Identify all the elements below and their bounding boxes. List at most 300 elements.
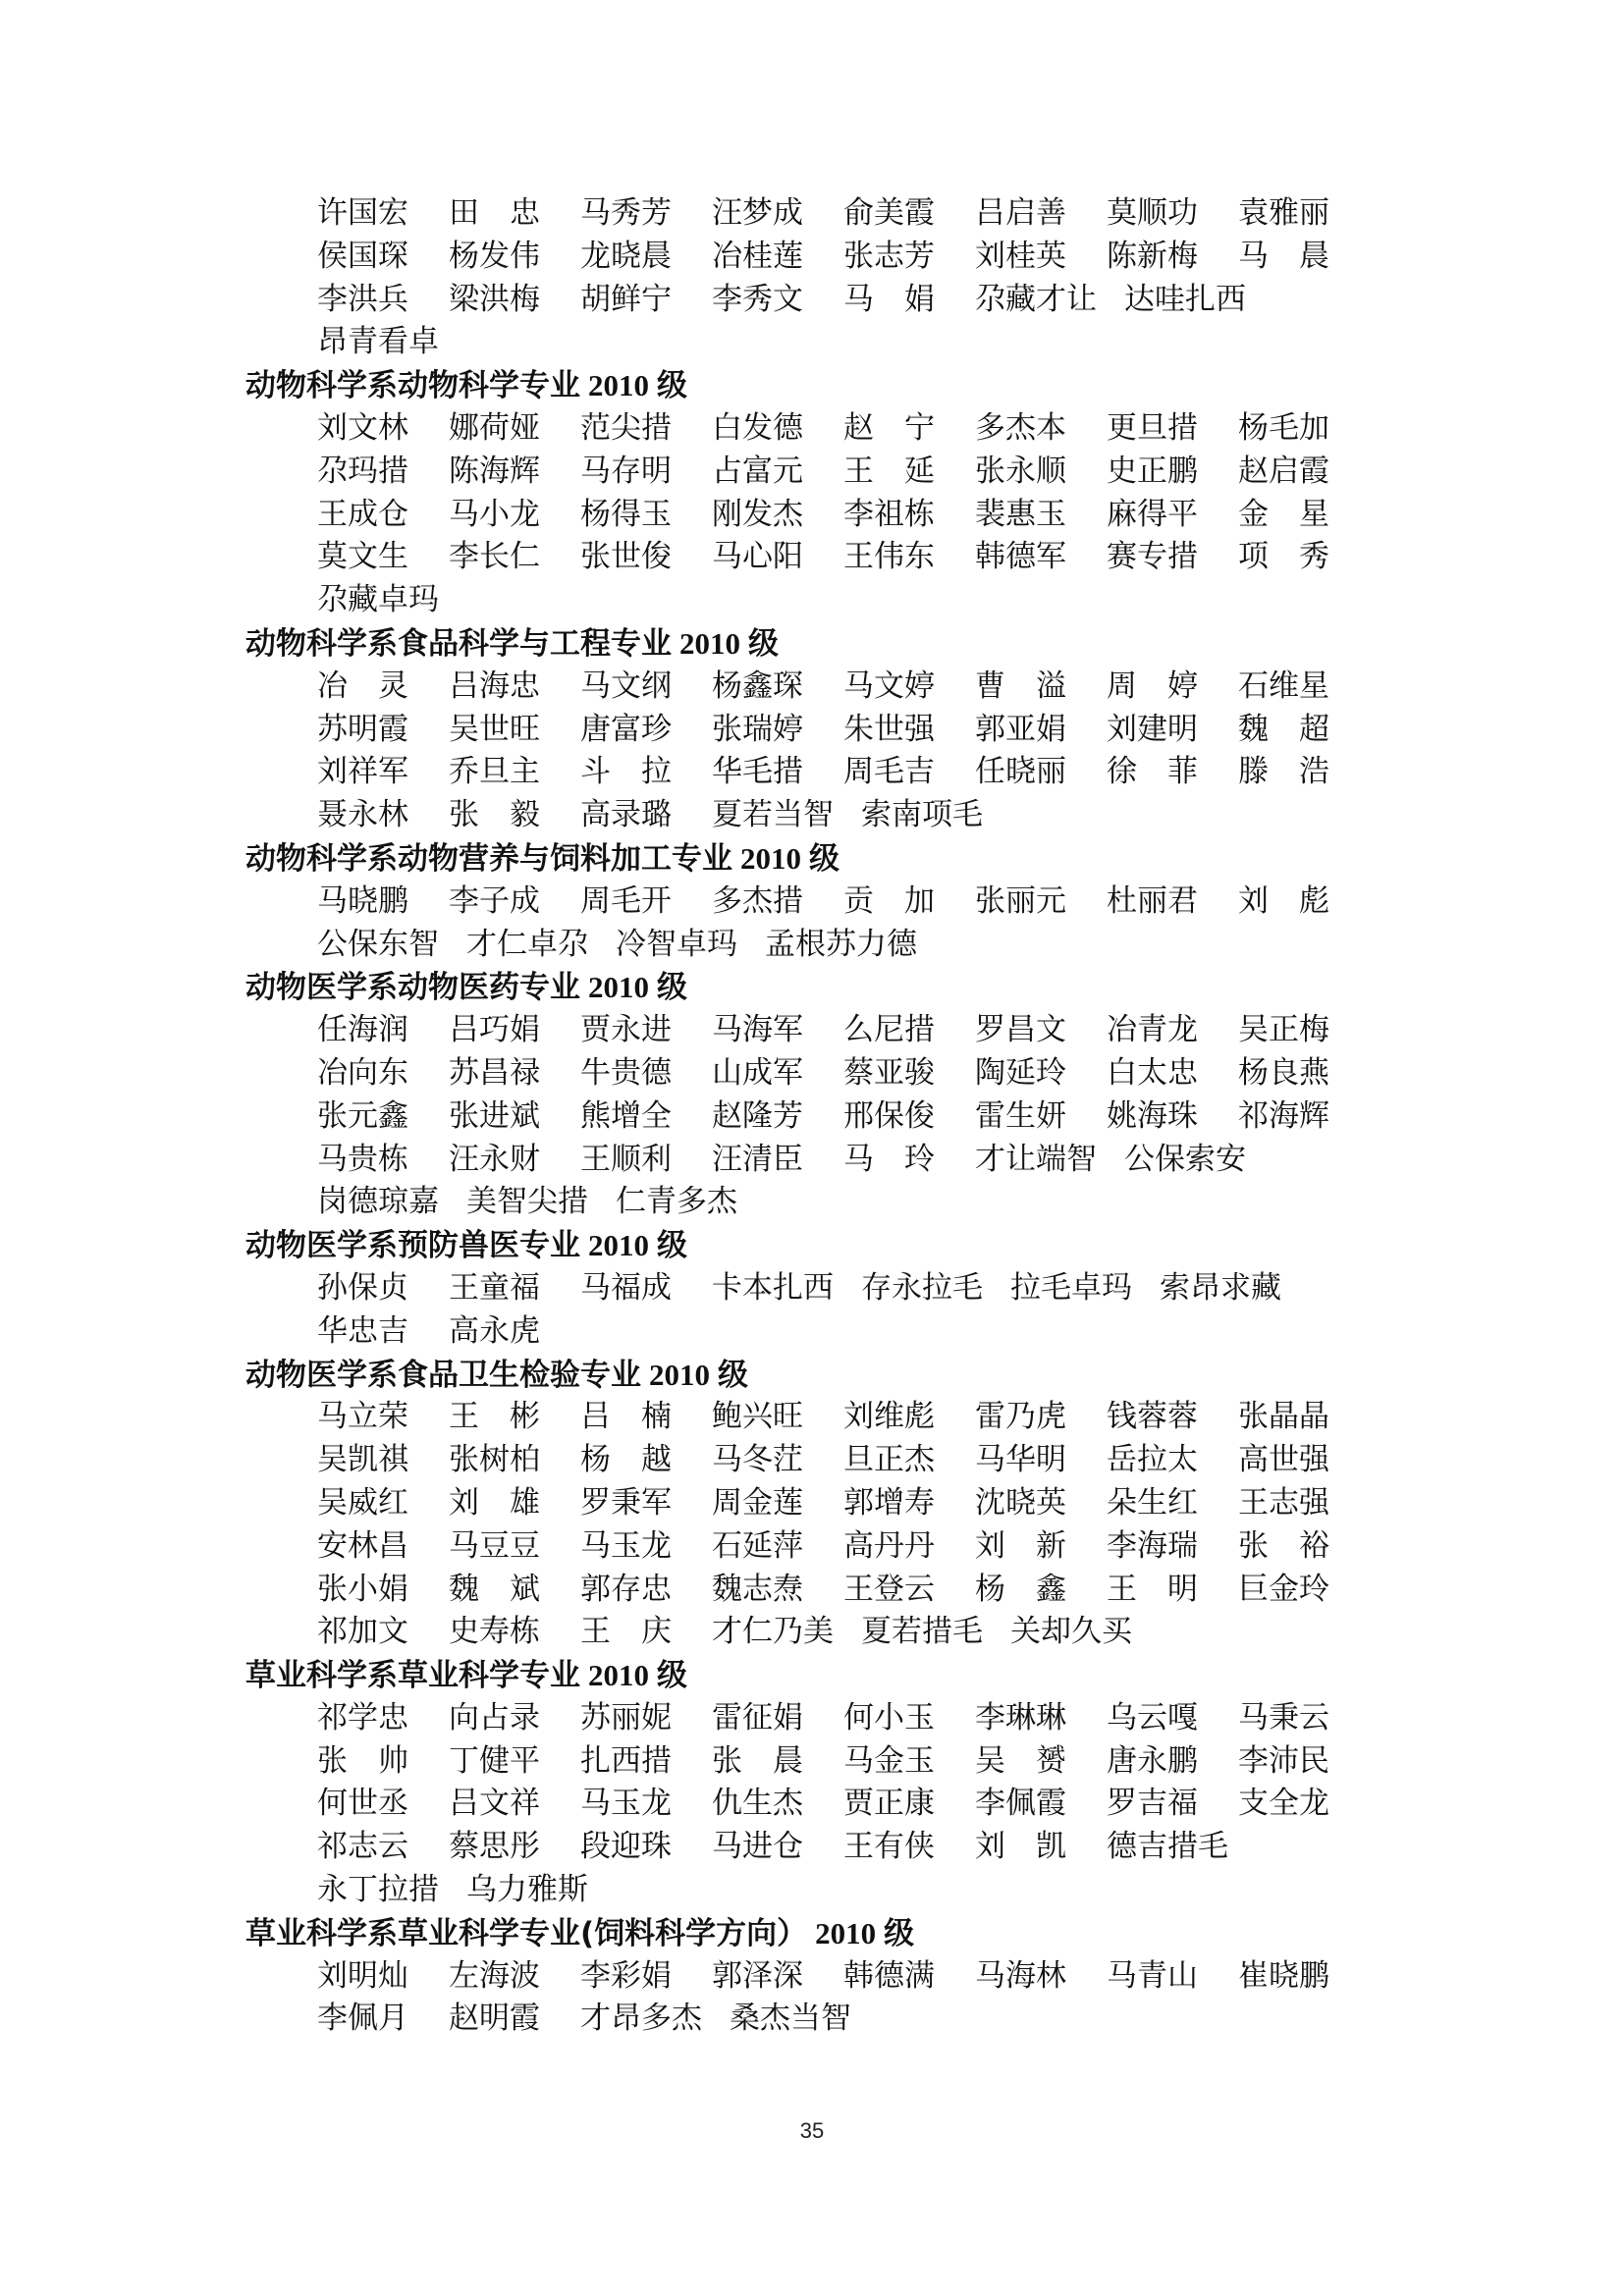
student-name: 马贵栋 bbox=[317, 1141, 408, 1177]
student-name: 桑杰当智 bbox=[730, 2001, 851, 2037]
student-name: 唐富珍 bbox=[580, 711, 672, 747]
student-name: 李海瑞 bbox=[1107, 1527, 1198, 1564]
student-name: 马 晨 bbox=[1238, 238, 1329, 274]
student-name: 马豆豆 bbox=[449, 1527, 540, 1564]
student-name: 李佩月 bbox=[317, 2001, 408, 2037]
student-name: 么尼措 bbox=[843, 1012, 935, 1048]
section-year: 2010 bbox=[815, 1915, 877, 1950]
student-name: 汪清臣 bbox=[712, 1141, 803, 1177]
student-name: 夏若当智 bbox=[712, 797, 834, 833]
student-name: 唐永鹏 bbox=[1107, 1742, 1198, 1779]
student-name: 孙保贞 bbox=[317, 1269, 408, 1306]
student-name: 姚海珠 bbox=[1107, 1097, 1198, 1134]
section-title: 动物医学系食品卫生检验专业 bbox=[245, 1357, 641, 1393]
student-name: 更旦措 bbox=[1107, 409, 1198, 446]
student-name: 何小玉 bbox=[843, 1699, 935, 1735]
student-name: 李长仁 bbox=[449, 539, 540, 575]
student-name: 巨金玲 bbox=[1238, 1571, 1329, 1607]
student-name: 赛专措 bbox=[1107, 539, 1198, 575]
student-name: 德吉措毛 bbox=[1107, 1829, 1228, 1865]
section-suffix: 级 bbox=[718, 1357, 748, 1393]
section-title: 动物科学系动物科学专业 bbox=[245, 368, 580, 404]
student-name: 张树柏 bbox=[449, 1442, 540, 1478]
name-row bbox=[317, 1826, 1375, 1869]
section-heading bbox=[245, 364, 1375, 407]
student-name: 张元鑫 bbox=[317, 1097, 408, 1134]
student-name: 冶 灵 bbox=[317, 667, 408, 704]
student-name: 李彩娟 bbox=[580, 1957, 672, 1994]
student-name: 岳拉太 bbox=[1107, 1442, 1198, 1478]
student-name: 韩德满 bbox=[843, 1957, 935, 1994]
section-year: 2010 bbox=[588, 1658, 649, 1693]
section-year: 2010 bbox=[740, 840, 801, 876]
section-title: 草业科学系草业科学专业(饲料科学方向） bbox=[245, 1915, 808, 1951]
student-name: 朵生红 bbox=[1107, 1484, 1198, 1521]
student-name: 白发德 bbox=[712, 409, 803, 446]
student-name: 赵启霞 bbox=[1238, 453, 1329, 489]
student-name: 刚发杰 bbox=[712, 496, 803, 532]
section-suffix: 级 bbox=[657, 1658, 687, 1694]
student-name: 才昂多杰 bbox=[580, 2001, 702, 2037]
section-heading bbox=[245, 1654, 1375, 1697]
student-name: 崔晓鹏 bbox=[1238, 1957, 1329, 1994]
student-name: 安林昌 bbox=[317, 1527, 408, 1564]
student-name: 胡鲜宁 bbox=[580, 281, 672, 317]
student-name: 冶向东 bbox=[317, 1054, 408, 1091]
section-year: 2010 bbox=[588, 368, 649, 403]
student-name: 吕海忠 bbox=[449, 667, 540, 704]
section-suffix: 级 bbox=[657, 1228, 687, 1264]
student-name: 聂永林 bbox=[317, 797, 408, 833]
student-name: 周 婷 bbox=[1107, 667, 1198, 704]
student-name: 张 帅 bbox=[317, 1742, 408, 1779]
section-suffix: 级 bbox=[884, 1915, 915, 1951]
student-name: 张小娟 bbox=[317, 1571, 408, 1607]
student-name: 邢保俊 bbox=[843, 1097, 935, 1134]
student-name: 王志强 bbox=[1238, 1484, 1329, 1521]
student-name: 吴威红 bbox=[317, 1484, 408, 1521]
student-name: 郭增寿 bbox=[843, 1484, 935, 1521]
name-row bbox=[317, 1009, 1375, 1052]
student-name: 乔旦主 bbox=[449, 754, 540, 790]
student-name: 冷智卓玛 bbox=[616, 926, 737, 962]
student-name: 王 彬 bbox=[449, 1399, 540, 1435]
student-name: 李祖栋 bbox=[843, 496, 935, 532]
section-heading bbox=[245, 1224, 1375, 1267]
student-name: 杨 鑫 bbox=[975, 1571, 1066, 1607]
student-name: 华毛措 bbox=[712, 754, 803, 790]
student-name: 李佩霞 bbox=[975, 1786, 1066, 1822]
student-name: 杜丽君 bbox=[1107, 882, 1198, 919]
student-name: 赵明霞 bbox=[449, 2001, 540, 2037]
student-name: 高永虎 bbox=[449, 1312, 540, 1349]
student-name: 金 星 bbox=[1238, 496, 1329, 532]
student-name: 李洪兵 bbox=[317, 281, 408, 317]
student-name: 祁加文 bbox=[317, 1614, 408, 1650]
student-name: 杨发伟 bbox=[449, 238, 540, 274]
section-heading bbox=[245, 1912, 1375, 1955]
student-name: 李子成 bbox=[449, 882, 540, 919]
student-name: 周金莲 bbox=[712, 1484, 803, 1521]
student-name: 赵 宁 bbox=[843, 409, 935, 446]
name-row bbox=[317, 579, 1375, 622]
student-name: 岗德琼嘉 bbox=[317, 1184, 439, 1220]
student-name: 公保东智 bbox=[317, 926, 439, 962]
student-name: 杨良燕 bbox=[1238, 1054, 1329, 1091]
student-name: 史正鹏 bbox=[1107, 453, 1198, 489]
name-row bbox=[317, 1955, 1375, 1999]
name-row bbox=[317, 881, 1375, 924]
student-name: 马 玲 bbox=[843, 1141, 935, 1177]
student-name: 马进仓 bbox=[712, 1829, 803, 1865]
student-name: 吕巧娟 bbox=[449, 1012, 540, 1048]
student-name: 马玉龙 bbox=[580, 1527, 672, 1564]
student-name: 吕文祥 bbox=[449, 1786, 540, 1822]
student-name: 任晓丽 bbox=[975, 754, 1066, 790]
student-name: 卡本扎西 bbox=[712, 1269, 834, 1306]
student-name: 刘祥军 bbox=[317, 754, 408, 790]
student-name: 刘明灿 bbox=[317, 1957, 408, 1994]
name-roster bbox=[245, 192, 1375, 2041]
student-name: 郭泽深 bbox=[712, 1957, 803, 1994]
student-name: 雷乃虎 bbox=[975, 1399, 1066, 1435]
student-name: 祁海辉 bbox=[1238, 1097, 1329, 1134]
section-suffix: 级 bbox=[748, 625, 779, 662]
name-row bbox=[317, 1396, 1375, 1439]
student-name: 马华明 bbox=[975, 1442, 1066, 1478]
name-row bbox=[317, 192, 1375, 236]
student-name: 徐 菲 bbox=[1107, 754, 1198, 790]
student-name: 石维星 bbox=[1238, 667, 1329, 704]
name-row bbox=[317, 407, 1375, 451]
student-name: 拉毛卓玛 bbox=[1010, 1269, 1132, 1306]
student-name: 杨鑫琛 bbox=[712, 667, 803, 704]
student-name: 乌云嘎 bbox=[1107, 1699, 1198, 1735]
student-name: 周毛吉 bbox=[843, 754, 935, 790]
student-name: 贾正康 bbox=[843, 1786, 935, 1822]
student-name: 才让端智 bbox=[975, 1141, 1097, 1177]
student-name: 史寿栋 bbox=[449, 1614, 540, 1650]
student-name: 旦正杰 bbox=[843, 1442, 935, 1478]
student-name: 王伟东 bbox=[843, 539, 935, 575]
name-row bbox=[317, 1869, 1375, 1912]
section-year: 2010 bbox=[588, 970, 649, 1005]
student-name: 苏明霞 bbox=[317, 711, 408, 747]
student-name: 杨毛加 bbox=[1238, 409, 1329, 446]
student-name: 夏若措毛 bbox=[861, 1614, 983, 1650]
name-row bbox=[317, 494, 1375, 537]
student-name: 马福成 bbox=[580, 1269, 672, 1306]
section-title: 动物医学系动物医药专业 bbox=[245, 970, 580, 1006]
student-name: 丁健平 bbox=[449, 1742, 540, 1779]
name-row bbox=[317, 1267, 1375, 1310]
student-name: 朱世强 bbox=[843, 711, 935, 747]
student-name: 王 明 bbox=[1107, 1571, 1198, 1607]
name-row bbox=[317, 1740, 1375, 1784]
section-title: 动物医学系预防兽医专业 bbox=[245, 1228, 580, 1264]
student-name: 马心阳 bbox=[712, 539, 803, 575]
student-name: 仇生杰 bbox=[712, 1786, 803, 1822]
student-name: 张丽元 bbox=[975, 882, 1066, 919]
student-name: 尕玛措 bbox=[317, 453, 408, 489]
student-name: 陶延玲 bbox=[975, 1054, 1066, 1091]
student-name: 马晓鹏 bbox=[317, 882, 408, 919]
student-name: 张进斌 bbox=[449, 1097, 540, 1134]
name-row bbox=[317, 1783, 1375, 1826]
student-name: 张世俊 bbox=[580, 539, 672, 575]
student-name: 贾永进 bbox=[580, 1012, 672, 1048]
section-title: 动物科学系食品科学与工程专业 bbox=[245, 625, 672, 662]
student-name: 贡 加 bbox=[843, 882, 935, 919]
student-name: 裴惠玉 bbox=[975, 496, 1066, 532]
section-suffix: 级 bbox=[657, 970, 687, 1006]
student-name: 冶桂莲 bbox=[712, 238, 803, 274]
student-name: 郭亚娟 bbox=[975, 711, 1066, 747]
student-name: 祁志云 bbox=[317, 1829, 408, 1865]
student-name: 王有侠 bbox=[843, 1829, 935, 1865]
student-name: 滕 浩 bbox=[1238, 754, 1329, 790]
section-year: 2010 bbox=[588, 1228, 649, 1263]
name-row bbox=[317, 1611, 1375, 1654]
student-name: 杨得玉 bbox=[580, 496, 672, 532]
student-name: 王成仓 bbox=[317, 496, 408, 532]
name-row bbox=[317, 709, 1375, 752]
student-name: 陈海辉 bbox=[449, 453, 540, 489]
student-name: 梁洪梅 bbox=[449, 281, 540, 317]
student-name: 杨 越 bbox=[580, 1442, 672, 1478]
student-name: 麻得平 bbox=[1107, 496, 1198, 532]
student-name: 侯国琛 bbox=[317, 238, 408, 274]
student-name: 才仁卓尕 bbox=[466, 926, 588, 962]
student-name: 雷征娟 bbox=[712, 1699, 803, 1735]
student-name: 祁学忠 bbox=[317, 1699, 408, 1735]
student-name: 向占录 bbox=[449, 1699, 540, 1735]
student-name: 魏志焘 bbox=[712, 1571, 803, 1607]
student-name: 魏 超 bbox=[1238, 711, 1329, 747]
student-name: 多杰措 bbox=[712, 882, 803, 919]
student-name: 吴正梅 bbox=[1238, 1012, 1329, 1048]
page-number: 35 bbox=[799, 2118, 825, 2143]
student-name: 刘 新 bbox=[975, 1527, 1066, 1564]
section-heading bbox=[245, 837, 1375, 881]
student-name: 达哇扎西 bbox=[1124, 281, 1246, 317]
student-name: 吕 楠 bbox=[580, 1399, 672, 1435]
student-name: 莫文生 bbox=[317, 539, 408, 575]
student-name: 支全龙 bbox=[1238, 1786, 1329, 1822]
student-name: 索昂求藏 bbox=[1160, 1269, 1281, 1306]
student-name: 石延萍 bbox=[712, 1527, 803, 1564]
student-name: 莫顺功 bbox=[1107, 195, 1198, 231]
student-name: 刘建明 bbox=[1107, 711, 1198, 747]
name-row bbox=[317, 1697, 1375, 1740]
student-name: 高丹丹 bbox=[843, 1527, 935, 1564]
student-name: 何世丞 bbox=[317, 1786, 408, 1822]
student-name: 吴凯祺 bbox=[317, 1442, 408, 1478]
student-name: 马金玉 bbox=[843, 1742, 935, 1779]
student-name: 苏丽妮 bbox=[580, 1699, 672, 1735]
section-suffix: 级 bbox=[809, 840, 839, 877]
student-name: 曹 溢 bbox=[975, 667, 1066, 704]
name-row bbox=[317, 451, 1375, 494]
student-name: 周毛开 bbox=[580, 882, 672, 919]
student-name: 汪永财 bbox=[449, 1141, 540, 1177]
student-name: 美智尖措 bbox=[466, 1184, 588, 1220]
student-name: 马立荣 bbox=[317, 1399, 408, 1435]
student-name: 马冬茳 bbox=[712, 1442, 803, 1478]
student-name: 昂青看卓 bbox=[317, 324, 439, 360]
name-row bbox=[317, 1181, 1375, 1224]
student-name: 左海波 bbox=[449, 1957, 540, 1994]
name-row bbox=[317, 1310, 1375, 1354]
student-name: 山成军 bbox=[712, 1054, 803, 1091]
student-name: 钱蓉蓉 bbox=[1107, 1399, 1198, 1435]
student-name: 罗秉军 bbox=[580, 1484, 672, 1521]
student-name: 高录璐 bbox=[580, 797, 672, 833]
student-name: 龙晓晨 bbox=[580, 238, 672, 274]
student-name: 李秀文 bbox=[712, 281, 803, 317]
name-row bbox=[317, 794, 1375, 837]
student-name: 牛贵德 bbox=[580, 1054, 672, 1091]
student-name: 华忠吉 bbox=[317, 1312, 408, 1349]
student-name: 马文纲 bbox=[580, 667, 672, 704]
student-name: 王 庆 bbox=[580, 1614, 672, 1650]
section-heading bbox=[245, 966, 1375, 1009]
student-name: 段迎珠 bbox=[580, 1829, 672, 1865]
section-year: 2010 bbox=[649, 1357, 710, 1392]
student-name: 田 忠 bbox=[449, 195, 540, 231]
student-name: 范尖措 bbox=[580, 409, 672, 446]
student-name: 尕藏卓玛 bbox=[317, 582, 439, 618]
student-name: 占富元 bbox=[712, 453, 803, 489]
name-row bbox=[317, 321, 1375, 364]
student-name: 刘文林 bbox=[317, 409, 408, 446]
student-name: 吴 赟 bbox=[975, 1742, 1066, 1779]
student-name: 马文婷 bbox=[843, 667, 935, 704]
student-name: 项 秀 bbox=[1238, 539, 1329, 575]
student-name: 鲍兴旺 bbox=[712, 1399, 803, 1435]
name-row bbox=[317, 1998, 1375, 2041]
name-row bbox=[317, 536, 1375, 579]
section-heading bbox=[245, 1354, 1375, 1397]
student-name: 张 裕 bbox=[1238, 1527, 1329, 1564]
student-name: 马玉龙 bbox=[580, 1786, 672, 1822]
student-name: 罗昌文 bbox=[975, 1012, 1066, 1048]
name-row bbox=[317, 1095, 1375, 1139]
student-name: 马 娟 bbox=[843, 281, 935, 317]
student-name: 张永顺 bbox=[975, 453, 1066, 489]
student-name: 永丁拉措 bbox=[317, 1872, 439, 1908]
student-name: 陈新梅 bbox=[1107, 238, 1198, 274]
student-name: 赵隆芳 bbox=[712, 1097, 803, 1134]
student-name: 马海林 bbox=[975, 1957, 1066, 1994]
student-name: 张瑞婷 bbox=[712, 711, 803, 747]
student-name: 苏昌禄 bbox=[449, 1054, 540, 1091]
student-name: 马秉云 bbox=[1238, 1699, 1329, 1735]
student-name: 刘 彪 bbox=[1238, 882, 1329, 919]
section-heading bbox=[245, 622, 1375, 666]
student-name: 马青山 bbox=[1107, 1957, 1198, 1994]
student-name: 张晶晶 bbox=[1238, 1399, 1329, 1435]
student-name: 扎西措 bbox=[580, 1742, 672, 1779]
student-name: 蔡亚骏 bbox=[843, 1054, 935, 1091]
name-row bbox=[317, 924, 1375, 967]
student-name: 多杰本 bbox=[975, 409, 1066, 446]
name-row bbox=[317, 751, 1375, 794]
student-name: 任海润 bbox=[317, 1012, 408, 1048]
student-name: 沈晓英 bbox=[975, 1484, 1066, 1521]
name-row bbox=[317, 279, 1375, 322]
student-name: 马存明 bbox=[580, 453, 672, 489]
student-name: 马海军 bbox=[712, 1012, 803, 1048]
student-name: 尕藏才让 bbox=[975, 281, 1097, 317]
student-name: 孟根苏力德 bbox=[765, 926, 917, 962]
student-name: 公保索安 bbox=[1124, 1141, 1246, 1177]
student-name: 俞美霞 bbox=[843, 195, 935, 231]
student-name: 许国宏 bbox=[317, 195, 408, 231]
student-name: 刘 雄 bbox=[449, 1484, 540, 1521]
student-name: 仁青多杰 bbox=[616, 1184, 737, 1220]
student-name: 李沛民 bbox=[1238, 1742, 1329, 1779]
name-row bbox=[317, 1482, 1375, 1525]
student-name: 乌力雅斯 bbox=[466, 1872, 588, 1908]
student-name: 韩德军 bbox=[975, 539, 1066, 575]
name-row bbox=[317, 1139, 1375, 1182]
student-name: 娜荷娅 bbox=[449, 409, 540, 446]
student-name: 刘维彪 bbox=[843, 1399, 935, 1435]
section-suffix: 级 bbox=[657, 368, 687, 404]
student-name: 张 毅 bbox=[449, 797, 540, 833]
section-year: 2010 bbox=[679, 625, 740, 661]
student-name: 袁雅丽 bbox=[1238, 195, 1329, 231]
name-row bbox=[317, 1439, 1375, 1482]
student-name: 吴世旺 bbox=[449, 711, 540, 747]
name-row bbox=[317, 666, 1375, 709]
name-row bbox=[317, 1569, 1375, 1612]
student-name: 李琳琳 bbox=[975, 1699, 1066, 1735]
section-title: 动物科学系动物营养与饲料加工专业 bbox=[245, 840, 732, 877]
student-name: 罗吉福 bbox=[1107, 1786, 1198, 1822]
student-name: 雷生妍 bbox=[975, 1097, 1066, 1134]
student-name: 王童福 bbox=[449, 1269, 540, 1306]
student-name: 马小龙 bbox=[449, 496, 540, 532]
student-name: 索南项毛 bbox=[861, 797, 983, 833]
student-name: 张志芳 bbox=[843, 238, 935, 274]
student-name: 魏 斌 bbox=[449, 1571, 540, 1607]
student-name: 白太忠 bbox=[1107, 1054, 1198, 1091]
student-name: 才仁乃美 bbox=[712, 1614, 834, 1650]
student-name: 马秀芳 bbox=[580, 195, 672, 231]
student-name: 郭存忠 bbox=[580, 1571, 672, 1607]
student-name: 汪梦成 bbox=[712, 195, 803, 231]
section-title: 草业科学系草业科学专业 bbox=[245, 1658, 580, 1694]
name-row bbox=[317, 1525, 1375, 1569]
student-name: 关却久买 bbox=[1010, 1614, 1132, 1650]
student-name: 王登云 bbox=[843, 1571, 935, 1607]
student-name: 吕启善 bbox=[975, 195, 1066, 231]
student-name: 刘桂英 bbox=[975, 238, 1066, 274]
student-name: 王顺利 bbox=[580, 1141, 672, 1177]
student-name: 熊增全 bbox=[580, 1097, 672, 1134]
student-name: 斗 拉 bbox=[580, 754, 672, 790]
student-name: 蔡思彤 bbox=[449, 1829, 540, 1865]
student-name: 高世强 bbox=[1238, 1442, 1329, 1478]
student-name: 王 延 bbox=[843, 453, 935, 489]
name-row bbox=[317, 1052, 1375, 1095]
student-name: 冶青龙 bbox=[1107, 1012, 1198, 1048]
name-row bbox=[317, 236, 1375, 279]
student-name: 刘 凯 bbox=[975, 1829, 1066, 1865]
student-name: 存永拉毛 bbox=[861, 1269, 983, 1306]
